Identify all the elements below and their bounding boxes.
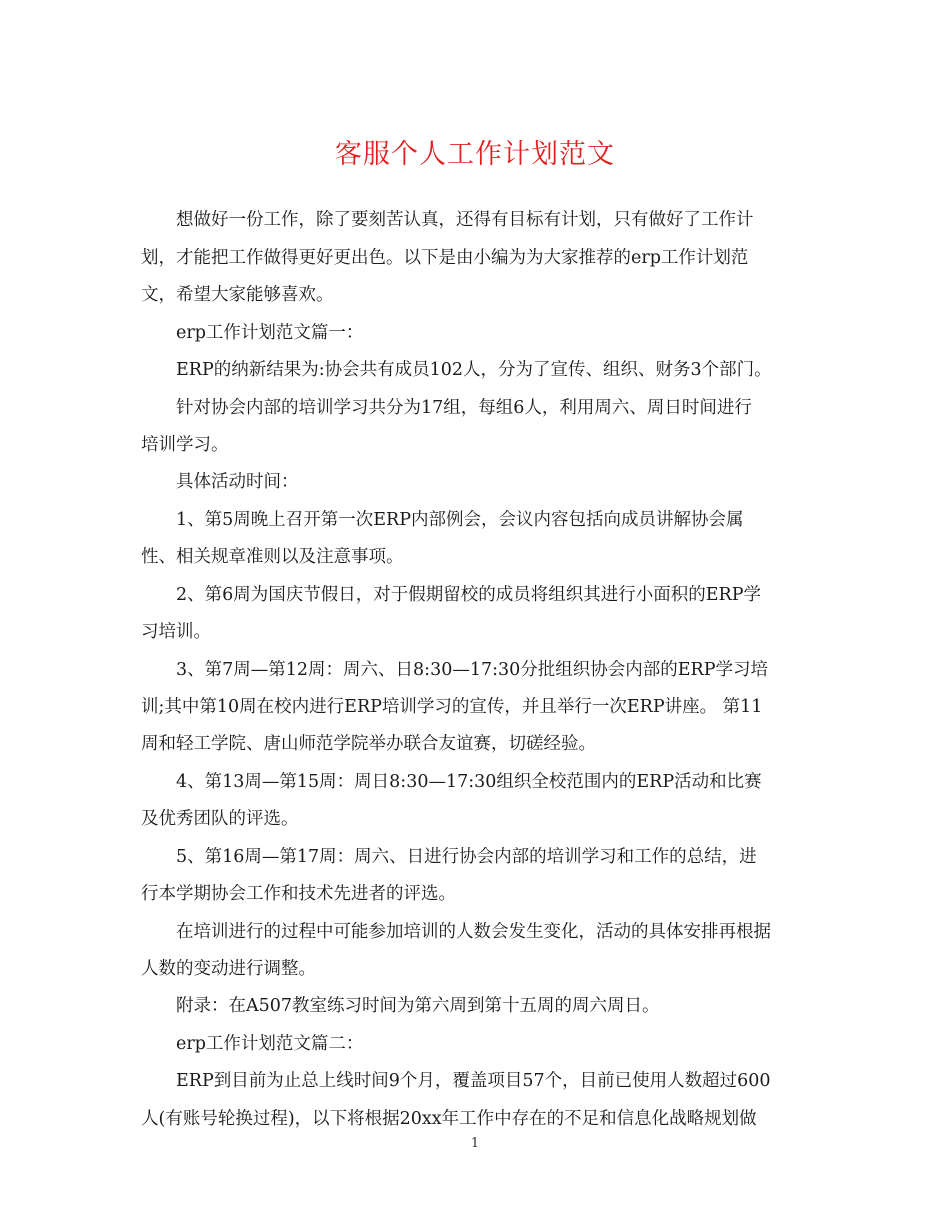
list-item-line: 性、相关规章准则以及注意事项。 [141,547,404,567]
list-item-line: 3、第7周—第12周：周六、日8:30—17:30分批组织协会内部的ERP学习培 [176,660,768,680]
list-item-line: 及优秀团队的评选。 [141,809,299,829]
paragraph-line: 人数的变动进行调整。 [141,959,316,979]
paragraph-line: ERP的纳新结果为:协会共有成员102人，分为了宣传、组织、财务3个部门。 [176,360,772,380]
paragraph-line: 针对协会内部的培训学习共分为17组，每组6人，利用周六、周日时间进行 [176,398,752,418]
paragraph-line: ERP到目前为止总上线时间9个月，覆盖项目57个，目前已使用人数超过600 [176,1071,771,1091]
list-item-line: 训;其中第10周在校内进行ERP培训学习的宣传，并且举行一次ERP讲座。 第11 [141,697,763,717]
paragraph-line: 文，希望大家能够喜欢。 [141,285,334,305]
list-item-line: 周和轻工学院、唐山师范学院举办联合友谊赛，切磋经验。 [141,734,596,754]
list-item-line: 行本学期协会工作和技术先进者的评选。 [141,884,456,904]
list-item-line: 习培训。 [141,622,211,642]
paragraph-line: 培训学习。 [141,435,229,455]
paragraph-line: 人(有账号轮换过程)，以下将根据20xx年工作中存在的不足和信息化战略规划做 [141,1109,757,1129]
document-title: 客服个人工作计划范文 [335,139,615,170]
page-number: 1 [470,1136,480,1151]
list-item-line: 4、第13周—第15周：周日8:30—17:30组织全校范围内的ERP活动和比赛 [176,772,762,792]
paragraph-line: 想做好一份工作，除了要刻苦认真，还得有目标有计划，只有做好了工作计 [176,210,754,230]
section-heading: erp工作计划范文篇一： [176,323,364,343]
paragraph-line: 具体活动时间： [176,472,299,492]
section-heading: erp工作计划范文篇二： [176,1034,364,1054]
list-item-line: 5、第16周—第17周：周六、日进行协会内部的培训学习和工作的总结，进 [176,847,757,867]
list-item-line: 2、第6周为国庆节假日，对于假期留校的成员将组织其进行小面积的ERP学 [176,585,761,605]
list-item-line: 1、第5周晚上召开第一次ERP内部例会，会议内容包括向成员讲解协会属 [176,510,744,530]
paragraph-line: 附录：在A507教室练习时间为第六周到第十五周的周六周日。 [176,996,660,1016]
paragraph-line: 在培训进行的过程中可能参加培训的人数会发生变化，活动的具体安排再根据 [176,922,771,942]
paragraph-line: 划，才能把工作做得更好更出色。以下是由小编为为大家推荐的erp工作计划范 [141,248,749,268]
